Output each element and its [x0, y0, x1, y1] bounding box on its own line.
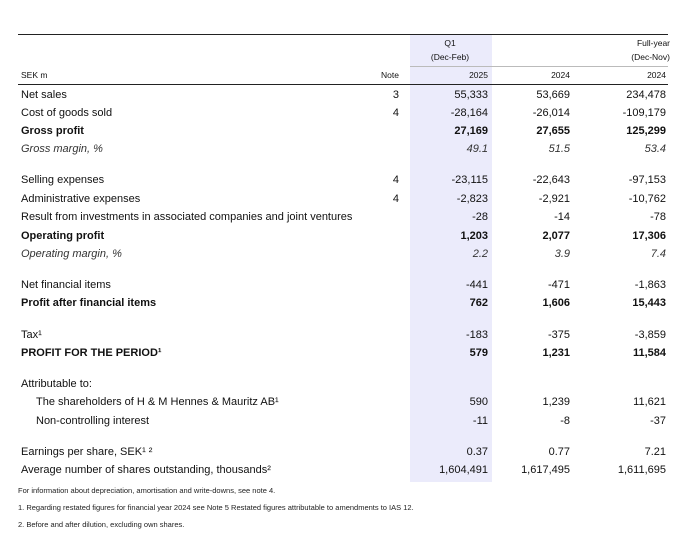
- row-profit-after-financial-items: [0, 294, 700, 312]
- value-q1-2024: 1,617,495: [521, 464, 570, 476]
- value-q1-2025: 49.1: [466, 143, 488, 155]
- top-rule: [18, 34, 668, 35]
- value-q1-2024: 3.9: [554, 248, 570, 260]
- label: PROFIT FOR THE PERIOD¹: [21, 347, 162, 359]
- row-associates-result: [0, 208, 700, 226]
- row-shareholders-share: [0, 393, 700, 411]
- note-ref: [372, 245, 399, 263]
- note-ref: [372, 375, 399, 393]
- value-q1-2025: 1,203: [460, 230, 488, 242]
- value-full-year-2024: 1,611,695: [617, 464, 666, 476]
- currency-label: SEK m: [21, 70, 48, 80]
- value-q1-2025: -11: [472, 415, 488, 427]
- note-ref: [372, 443, 399, 461]
- value-q1-2025: 1,604,491: [439, 464, 488, 476]
- header-divider: [410, 66, 668, 67]
- label: Net sales: [21, 89, 67, 101]
- value-q1-2024: -14: [554, 211, 570, 223]
- value-full-year-2024: 15,443: [632, 297, 666, 309]
- label: Net financial items: [21, 279, 111, 291]
- label: Result from investments in associated companies and joint ventures: [21, 211, 353, 223]
- value-full-year-2024: 53.4: [644, 143, 666, 155]
- value-q1-2025: -28: [472, 211, 488, 223]
- row-earnings-per-share: [0, 443, 700, 461]
- row-tax: [0, 326, 700, 344]
- header-bottom-rule: [18, 84, 668, 85]
- q1-period: (Dec-Feb): [430, 52, 470, 62]
- value-q1-2024: 1,239: [542, 396, 570, 408]
- value-q1-2024: 27,655: [536, 125, 570, 137]
- footnote-restated: 1. Regarding restated figures for financial year 2024 see Note 5 Restated figures attributable to amendments to IAS 12.: [18, 503, 414, 512]
- value-q1-2024: -26,014: [532, 107, 570, 119]
- note-ref: [372, 122, 399, 140]
- note-ref: 4: [392, 107, 399, 119]
- note-ref: [372, 294, 399, 312]
- note-ref: [372, 227, 399, 245]
- year-2025-header: 2025: [469, 70, 488, 80]
- row-gross-profit: [0, 122, 700, 140]
- value-q1-2024: 51.5: [548, 143, 570, 155]
- row-administrative-expenses: [0, 190, 700, 208]
- label: Profit after financial items: [21, 297, 157, 309]
- value-q1-2025: 579: [469, 347, 488, 359]
- value-q1-2024: 2,077: [542, 230, 570, 242]
- value-full-year-2024: -109,179: [622, 107, 666, 119]
- footnote-dilution: 2. Before and after dilution, excluding own shares.: [18, 520, 185, 529]
- value-q1-2025: -2,823: [456, 193, 488, 205]
- row-profit-for-the-period: [0, 344, 700, 362]
- value-full-year-2024: 125,299: [626, 125, 666, 137]
- label: Earnings per share, SEK¹ ²: [21, 446, 153, 458]
- value-full-year-2024: [575, 375, 666, 393]
- value-full-year-2024: 234,478: [626, 89, 666, 101]
- label: Attributable to:: [21, 378, 92, 390]
- note-ref: [372, 412, 399, 430]
- value-q1-2024: 1,231: [542, 347, 570, 359]
- value-q1-2024: 1,606: [542, 297, 570, 309]
- value-q1-2024: -471: [547, 279, 570, 291]
- value-q1-2025: -441: [465, 279, 488, 291]
- value-q1-2024: 53,669: [536, 89, 570, 101]
- label: Non-controlling interest: [36, 415, 150, 427]
- value-q1-2025: 27,169: [454, 125, 488, 137]
- value-q1-2024: 0.77: [548, 446, 570, 458]
- row-net-sales: [0, 86, 700, 104]
- value-q1-2025: 762: [469, 297, 488, 309]
- note-ref: [372, 208, 399, 226]
- full-year-label: Full-year: [636, 38, 670, 48]
- value-q1-2025: 2.2: [472, 248, 488, 260]
- value-full-year-2024: -37: [650, 415, 666, 427]
- label: Gross profit: [21, 125, 84, 137]
- row-average-shares-outstanding: [0, 461, 700, 479]
- note-ref: 4: [392, 174, 399, 186]
- value-q1-2024: -22,643: [532, 174, 570, 186]
- value-q1-2025: -183: [465, 329, 488, 341]
- note-ref: 4: [392, 193, 399, 205]
- note-ref: [372, 326, 399, 344]
- note-ref: [372, 140, 399, 158]
- value-full-year-2024: -10,762: [628, 193, 666, 205]
- row-selling-expenses: [0, 171, 700, 189]
- value-full-year-2024: 11,584: [632, 347, 666, 359]
- note-ref: [372, 461, 399, 479]
- value-full-year-2024: -3,859: [634, 329, 666, 341]
- note-ref: [372, 393, 399, 411]
- value-full-year-2024: 11,621: [633, 396, 666, 408]
- row-cost-of-goods-sold: [0, 104, 700, 122]
- label: Gross margin, %: [21, 143, 103, 155]
- label: Operating margin, %: [21, 248, 122, 260]
- value-full-year-2024: 17,306: [632, 230, 666, 242]
- year-2024-header: 2024: [551, 70, 570, 80]
- note-ref: [372, 344, 399, 362]
- value-q1-2024: -375: [547, 329, 570, 341]
- value-q1-2025: 55,333: [454, 89, 488, 101]
- value-full-year-2024: 7.21: [644, 446, 666, 458]
- label: Administrative expenses: [21, 193, 141, 205]
- full-year-period: (Dec-Nov): [631, 52, 670, 62]
- label: The shareholders of H & M Hennes & Mauritz AB¹: [36, 396, 279, 408]
- row-operating-margin: [0, 245, 700, 263]
- note-ref: [372, 276, 399, 294]
- label: Tax¹: [21, 329, 42, 341]
- row-attributable-to: [0, 375, 700, 393]
- value-q1-2025: -23,115: [451, 174, 488, 186]
- label: Selling expenses: [21, 174, 105, 186]
- footnote-depreciation: For information about depreciation, amortisation and write-downs, see note 4.: [18, 486, 276, 495]
- row-operating-profit: [0, 227, 700, 245]
- value-q1-2025: 590: [469, 396, 488, 408]
- label: Cost of goods sold: [21, 107, 113, 119]
- value-q1-2025: -28,164: [450, 107, 488, 119]
- note-header: Note: [381, 70, 399, 80]
- value-q1-2025: [410, 375, 488, 393]
- value-full-year-2024: -1,863: [634, 279, 666, 291]
- value-q1-2024: [492, 375, 570, 393]
- label: Operating profit: [21, 230, 105, 242]
- value-q1-2025: 0.37: [466, 446, 488, 458]
- value-full-year-2024: -78: [650, 211, 666, 223]
- value-full-year-2024: 7.4: [650, 248, 666, 260]
- value-q1-2024: -2,921: [538, 193, 570, 205]
- value-full-year-2024: -97,153: [628, 174, 666, 186]
- year-fy-header: 2024: [647, 70, 666, 80]
- row-net-financial-items: [0, 276, 700, 294]
- note-ref: 3: [392, 89, 399, 101]
- row-gross-margin: [0, 140, 700, 158]
- value-q1-2024: -8: [560, 415, 570, 427]
- label: Average number of shares outstanding, thousands²: [21, 464, 271, 476]
- row-non-controlling-interest: [0, 412, 700, 430]
- q1-label: Q1: [444, 38, 456, 48]
